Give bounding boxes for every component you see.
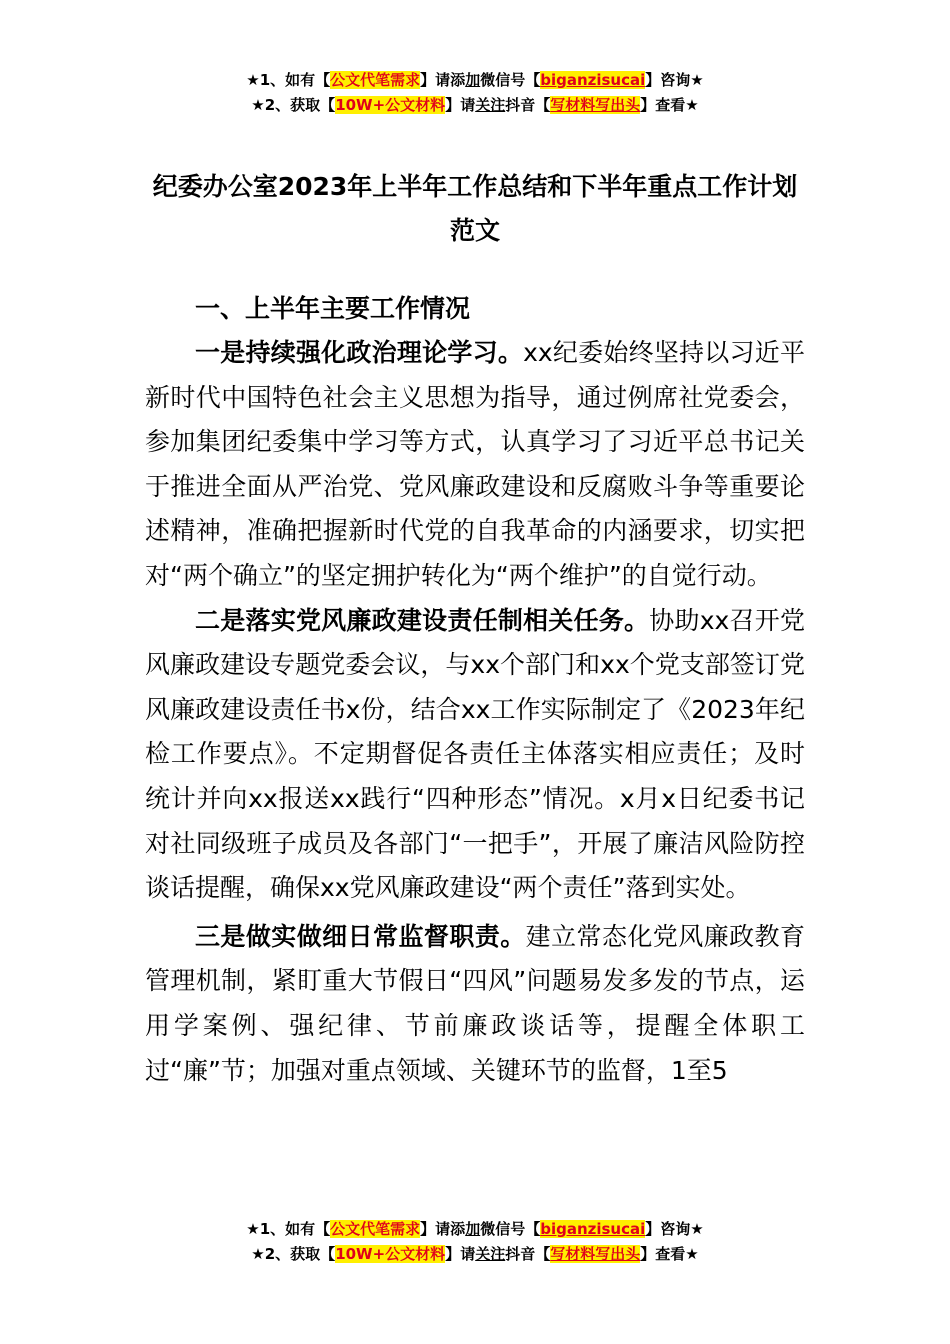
banner-line-2 bbox=[0, 1242, 950, 1267]
banner-text: 】咨询★ bbox=[645, 1220, 704, 1238]
highlight-wechat-id: biganzisucai bbox=[540, 1220, 646, 1238]
banner-text: 】查看★ bbox=[640, 96, 699, 114]
highlight-douyin: 写材料写出头 bbox=[550, 1245, 641, 1263]
paragraph bbox=[145, 915, 805, 1093]
banner-text: 关注 bbox=[475, 96, 506, 114]
highlight-wechat-id: biganzisucai bbox=[540, 71, 646, 89]
paragraph bbox=[145, 599, 805, 911]
banner-text: 加 bbox=[465, 1220, 481, 1238]
paragraph-text: xx纪委始终坚持以习近平新时代中国特色社会主义思想为指导，通过例席社党委会，参加集团纪委集中学习等方式，认真学习了习近平总书记关于推进全面从严治党、党风廉政建设和反腐败斗争等重要论述精神，准确把握新时代党的自我革命的内涵要求，切实把对“两个确立”的坚定拥护转化为“两个维护”的自觉行动。 bbox=[145, 338, 805, 590]
header-banner bbox=[0, 68, 950, 118]
banner-text: 加 bbox=[465, 71, 481, 89]
banner-text: 】查看★ bbox=[640, 1245, 699, 1263]
banner-line-2 bbox=[0, 93, 950, 118]
highlight-materials: 10W+公文材料 bbox=[335, 96, 446, 114]
banner-line-1 bbox=[0, 1217, 950, 1242]
document-body bbox=[145, 287, 805, 1093]
banner-text: 】请添 bbox=[420, 71, 466, 89]
paragraph bbox=[145, 331, 805, 599]
banner-text: 】请添 bbox=[420, 1220, 466, 1238]
paragraph-lead: 二是落实党风廉政建设责任制相关任务。 bbox=[195, 605, 650, 635]
paragraph-text: 协助xx召开党风廉政建设专题党委会议，与xx个部门和xx个党支部签订党风廉政建设责任书x份，结合xx工作实际制定了《2023年纪检工作要点》。不定期督促各责任主体落实相应责任；及时统计并向xx报送xx践行“四种形态”情况。x月x日纪委书记对社同级班子成员及各部门“一把手”，开展了廉洁风险防控谈话提醒，确保xx党风廉政建设“两个责任”落到实处。 bbox=[145, 605, 805, 903]
paragraph-lead: 三是做实做细日常监督职责。 bbox=[195, 921, 526, 951]
section-heading: 一、上半年主要工作情况 bbox=[195, 294, 471, 323]
banner-text: ★2、获取【 bbox=[251, 1245, 336, 1263]
paragraph-lead: 一是持续强化政治理论学习。 bbox=[195, 338, 524, 367]
highlight-douyin: 写材料写出头 bbox=[550, 96, 641, 114]
banner-text: 】请 bbox=[445, 96, 476, 114]
highlight-service: 公文代笔需求 bbox=[330, 71, 421, 89]
banner-text: 抖音【 bbox=[505, 1245, 551, 1263]
banner-text: 关注 bbox=[475, 1245, 506, 1263]
highlight-service: 公文代笔需求 bbox=[330, 1220, 421, 1238]
banner-text: 抖音【 bbox=[505, 96, 551, 114]
banner-text: 】请 bbox=[445, 1245, 476, 1263]
banner-text: ★1、如有【 bbox=[246, 71, 331, 89]
banner-text: 】咨询★ bbox=[645, 71, 704, 89]
document-title: 纪委办公室2023年上半年工作总结和下半年重点工作计划范文 bbox=[152, 172, 798, 245]
footer-banner bbox=[0, 1217, 950, 1267]
banner-text: ★1、如有【 bbox=[246, 1220, 331, 1238]
banner-line-1 bbox=[0, 68, 950, 93]
highlight-materials: 10W+公文材料 bbox=[335, 1245, 446, 1263]
banner-text: 微信号【 bbox=[480, 1220, 541, 1238]
banner-text: 微信号【 bbox=[480, 71, 541, 89]
banner-text: ★2、获取【 bbox=[251, 96, 336, 114]
paragraph-text: 建立常态化党风廉政教育管理机制，紧盯重大节假日“四风”问题易发多发的节点，运用学案例、强纪律、节前廉政谈话等，提醒全体职工过“廉”节；加强对重点领域、关键环节的监督，1至5 bbox=[145, 921, 805, 1085]
